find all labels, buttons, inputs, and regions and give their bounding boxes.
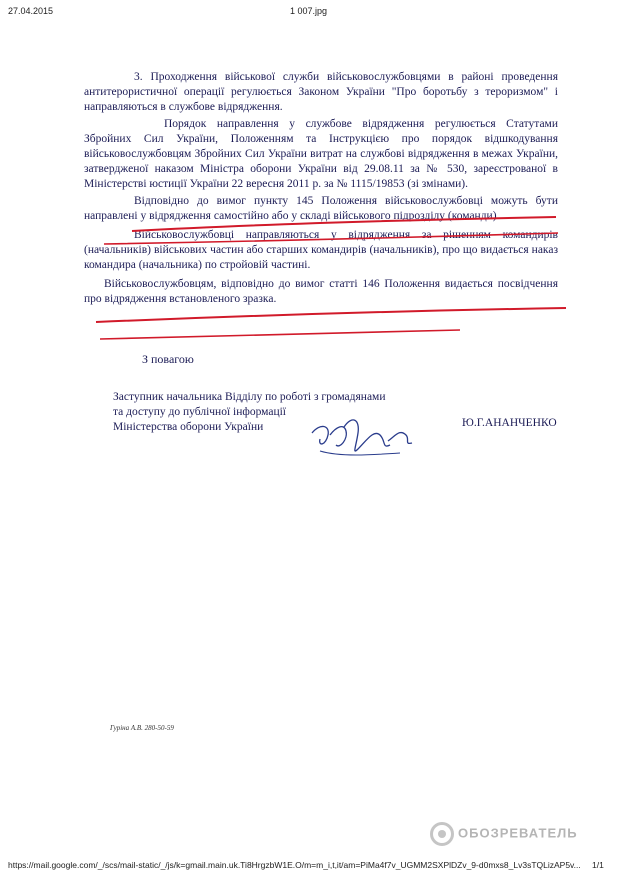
print-filename: 1 007.jpg [290, 6, 328, 16]
signer-title-line-1: Заступник начальника Відділу по роботі з громадянами [113, 391, 386, 403]
paragraph-article-146: Військовослужбовцям, відповідно до вимог статті 146 Положення видається посвідчення про відрядження встановленого зразка. [84, 278, 558, 305]
paragraph-procedure: Порядок направлення у службове відрядження регулюється Статутами Збройних Сил України, Положенням та Інструкцією про порядок відшкодування військовослужбовцям Збройних Сил України витрат на службові відрядження в межах України, затвердженої наказом Міністра оборони України від 29.08.11 за № 530, зареєстрованої в Міністерстві юстиції України 22 вересня 2011 р. за № 1115/19853 (зі змінами). [84, 118, 558, 190]
executor-note: Гуріна А.В. 280-50-59 [110, 724, 174, 732]
closing-greeting: З повагою [142, 352, 194, 366]
watermark [430, 822, 578, 846]
print-date: 27.04.2015 [8, 6, 54, 16]
signer-name: Ю.Г.АНАНЧЕНКО [462, 417, 557, 429]
handwritten-signature [300, 405, 450, 475]
signer-title-line-2: та доступу до публічної інформації [113, 406, 286, 418]
watermark-logo-icon [430, 822, 454, 846]
underline-4 [100, 330, 460, 339]
print-url: https://mail.google.com/_/scs/mail-static/_/js/k=gmail.main.uk.Ti8HrgzbW1E.O/m=m_i,t,it/am=PiMa4f7v_UGMM2SXPlDZv_9-d0mxs8_Lv3sTQLizAP5v... [8, 860, 581, 870]
paragraph-ato-service: 3. Проходження військової служби військовослужбовцями в районі проведення антитерористичної операції регулюється Законом України "Про боротьбу з тероризмом" і направляються в службове відрядження. [84, 71, 558, 113]
underline-3 [96, 308, 566, 322]
watermark-text: ОБОЗРЕВАТЕЛЬ [458, 825, 578, 841]
letter-body [84, 70, 558, 307]
paragraph-point-145: Відповідно до вимог пункту 145 Положення військовослужбовці можуть бути направлені у відрядження самостійно або у складі військового підрозділу (команди). [84, 195, 558, 222]
print-page-number: 1/1 [592, 860, 604, 870]
signer-title-line-3: Міністерства оборони України [113, 421, 264, 433]
paragraph-commanders: Військовослужбовці направляються у відрядження за рішенням командирів (начальників) військових частин або старших командирів (начальників), про що видається наказ командира (начальника) по стройовій частині. [84, 229, 558, 271]
